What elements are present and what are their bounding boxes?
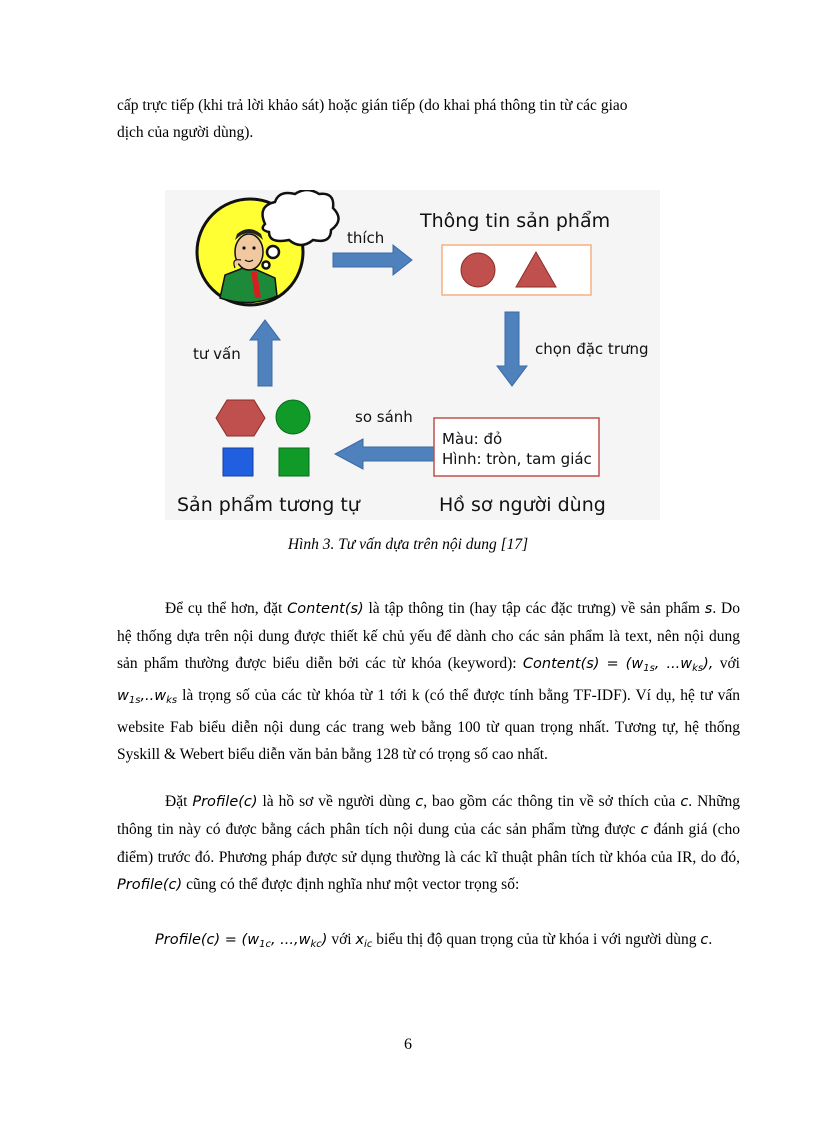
arrow-compare xyxy=(335,439,435,469)
label-product-info: Thông tin sản phẩm xyxy=(420,210,611,232)
green-square-shape xyxy=(279,448,309,476)
profile-color: Màu: đỏ xyxy=(442,430,503,448)
label-compare: so sánh xyxy=(355,408,413,426)
intro-line-2: dịch của người dùng). xyxy=(117,124,254,141)
intro-paragraph xyxy=(117,92,740,146)
red-hexagon-shape xyxy=(216,400,265,436)
label-feature-select: chọn đặc trưng xyxy=(535,340,649,358)
intro-line-1: cấp trực tiếp (khi trả lời khảo sát) hoặc gián tiếp (do khai phá thông tin từ các giao xyxy=(117,97,628,114)
arrow-up xyxy=(250,320,280,386)
profile-shape: Hình: tròn, tam giác xyxy=(442,450,592,468)
green-circle-shape xyxy=(276,400,310,434)
arrow-like xyxy=(333,245,412,275)
arrow-down xyxy=(497,312,527,386)
paragraph-content: Để cụ thể hơn, đặt Content(s) là tập thông tin (hay tập các đặc trưng) về sản phẩm s. Do hệ thống dựa trên nội dung được thiết kế chủ yếu để dành cho các sản phẩm là text, nên nội dung sản phẩm thường được biểu diễn bởi các từ khóa (keyword): Content(s) = ($w_{1s}$, $...w_{ks}$), với $w_{1s},..w_{ks}$ là trọng số của các từ khóa từ 1 tới k (có thể được tính bằng TF-IDF). Ví dụ, hệ tư vấn website Fab biểu diễn nội dung các trang web bằng 100 từ quan trọng nhất. Tương tự, hệ thống Syskill & Webert biểu diễn văn bản bằng 128 từ có trọng số cao nhất. xyxy=(117,600,740,763)
page-number: 6 xyxy=(404,1036,412,1053)
red-circle-shape xyxy=(461,253,495,287)
label-like: thích xyxy=(347,229,385,247)
paragraph-profile-vector: Profile(c) = ($w_{1c}$, $...,w_{kc}$) với $x_{ic}$ biểu thị độ quan trọng của từ khóa i với người dùng c. xyxy=(155,931,713,950)
label-advise: tư vấn xyxy=(193,345,241,363)
paragraph-profile: Đặt Profile(c) là hồ sơ về người dùng c, bao gồm các thông tin về sở thích của c. Những thông tin này có được bằng cách phân tích nội dung của các sản phẩm từng được c đánh giá (cho điểm) trước đó. Phương pháp được sử dụng thường là các kĩ thuật phân tích từ khóa của IR, do đó, Profile(c) cũng có thể được định nghĩa như một vector trọng số: xyxy=(117,793,740,893)
blue-square-shape xyxy=(223,448,253,476)
label-user-profile: Hồ sơ người dùng xyxy=(439,494,606,516)
figure-caption: Hình 3. Tư vấn dựa trên nội dung [17] xyxy=(287,536,529,553)
label-similar-products: Sản phẩm tương tự xyxy=(177,494,360,516)
content-based-diagram xyxy=(165,190,660,520)
